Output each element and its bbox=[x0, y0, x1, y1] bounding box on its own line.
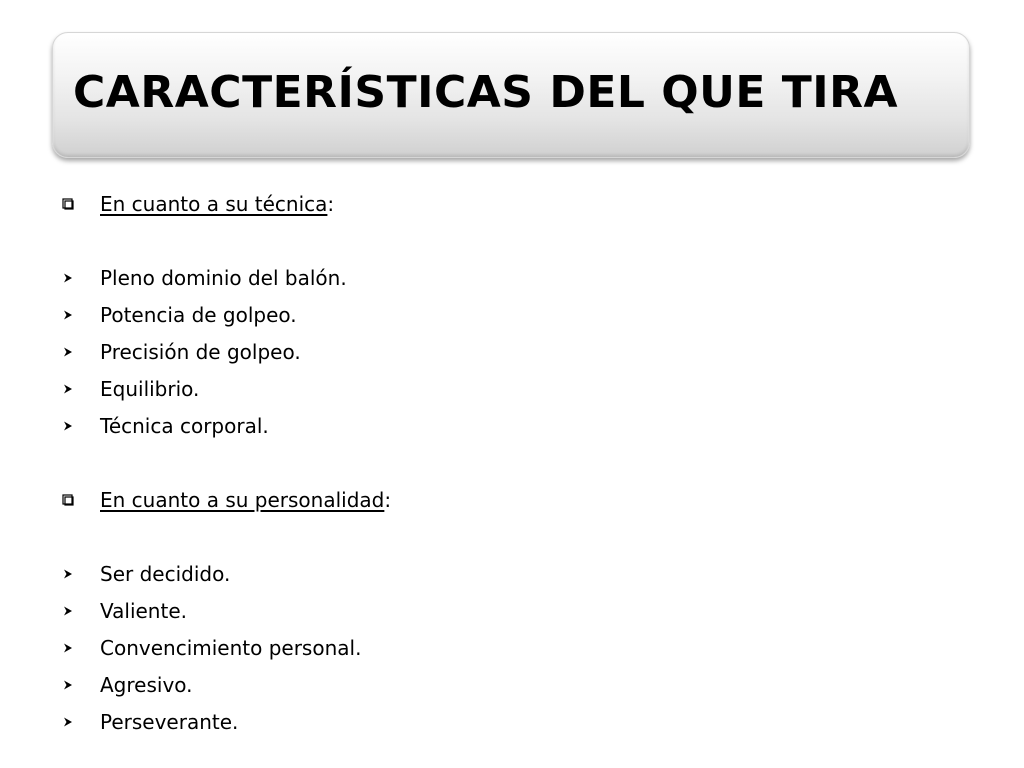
arrow-bullet-icon bbox=[60, 593, 80, 630]
list-item bbox=[60, 667, 960, 704]
list-item bbox=[60, 371, 960, 408]
arrow-bullet-icon bbox=[60, 704, 80, 741]
list-item bbox=[60, 334, 960, 371]
arrow-bullet-icon bbox=[60, 371, 80, 408]
list-item-label: Potencia de golpeo. bbox=[100, 303, 297, 327]
list-item-label: Pleno dominio del balón. bbox=[100, 266, 347, 290]
list-item-label: Valiente. bbox=[100, 599, 187, 623]
list-item-label: Agresivo. bbox=[100, 673, 193, 697]
list-item-label: Precisión de golpeo. bbox=[100, 340, 301, 364]
section-heading-label: En cuanto a su técnica bbox=[100, 192, 328, 216]
list-item-label: Técnica corporal. bbox=[100, 414, 269, 438]
square-bullet-icon bbox=[60, 482, 80, 519]
list-item bbox=[60, 630, 960, 667]
title-banner bbox=[52, 32, 970, 158]
list-item bbox=[60, 704, 960, 741]
bullet-list bbox=[60, 186, 960, 741]
list-item bbox=[60, 408, 960, 445]
arrow-bullet-icon bbox=[60, 297, 80, 334]
section-heading-personalidad bbox=[60, 482, 960, 519]
section-heading-colon: : bbox=[327, 192, 335, 216]
list-item bbox=[60, 260, 960, 297]
square-bullet-icon bbox=[60, 186, 80, 223]
section-heading-colon: : bbox=[384, 488, 392, 512]
arrow-bullet-icon bbox=[60, 408, 80, 445]
list-item-label: Equilibrio. bbox=[100, 377, 200, 401]
slide-title: CARACTERÍSTICAS DEL QUE TIRA bbox=[73, 67, 899, 118]
list-item-label: Perseverante. bbox=[100, 710, 239, 734]
list-item bbox=[60, 593, 960, 630]
list-item bbox=[60, 556, 960, 593]
arrow-bullet-icon bbox=[60, 334, 80, 371]
section-heading-tecnica bbox=[60, 186, 960, 223]
arrow-bullet-icon bbox=[60, 260, 80, 297]
arrow-bullet-icon bbox=[60, 556, 80, 593]
section-heading-label: En cuanto a su personalidad bbox=[100, 488, 385, 512]
list-item bbox=[60, 297, 960, 334]
arrow-bullet-icon bbox=[60, 667, 80, 704]
list-item-label: Convencimiento personal. bbox=[100, 636, 362, 660]
arrow-bullet-icon bbox=[60, 630, 80, 667]
list-item-label: Ser decidido. bbox=[100, 562, 231, 586]
